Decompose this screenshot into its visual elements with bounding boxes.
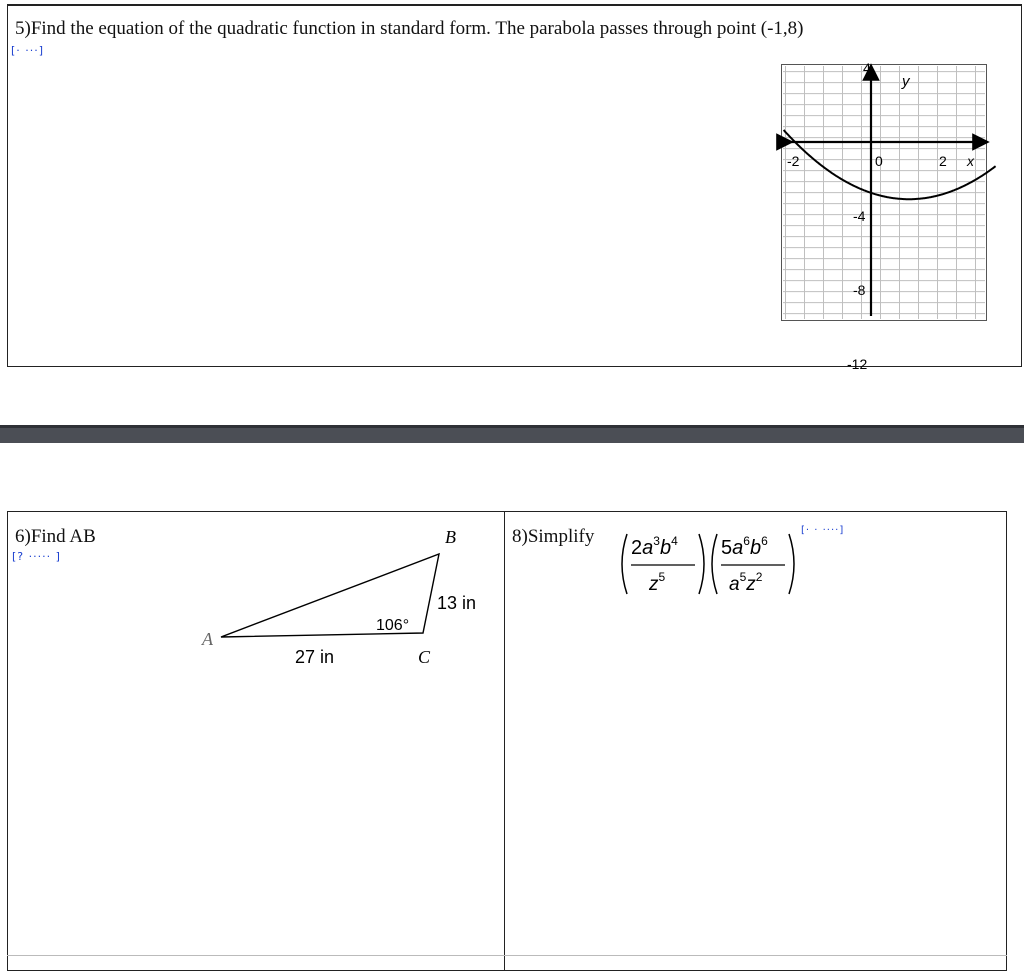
y-tick-label: -12 [847,355,868,372]
x-axis-label: x [967,153,974,169]
y-tick-label: -8 [853,281,866,298]
question-5-box [7,4,1022,372]
question-6-box [7,511,505,971]
question-8-prompt: 8)Simplify [512,526,595,547]
svg-text:z5: $z^5$ [649,570,666,595]
svg-text:2a3b4: $2a^3b^4$ [631,534,678,559]
x-tick-label: 0 [875,153,883,169]
vertex-b-label: B [445,527,456,547]
question-5-marks: [· ···] [11,44,45,57]
x-tick-label: 2 [939,153,947,169]
y-axis-label: y [902,73,910,90]
question-6-prompt: 6)Find AB [15,526,96,547]
triangle-diagram [193,527,493,677]
vertex-c-label: C [418,647,431,667]
x-tick-label: -2 [787,153,800,169]
question-5-prompt: 5)Find the equation of the quadratic function in standard form. The parabola passes through point (-1,8) [15,18,804,39]
side-ac-label: 27 in [295,647,335,667]
question-8-box [504,511,1007,971]
parabola-graph [781,60,993,372]
side-bc-label: 13 in [437,593,477,613]
separator-shade [0,425,1024,428]
y-tick-label: 4 [863,60,871,77]
question-8-marks: [· · ····] [801,525,845,536]
svg-text:5a6b6: $5a^6b^6$ [721,534,768,559]
svg-text:a5z2: $a^5z^2$ [729,570,763,595]
question-6-marks: [? ····· ] [12,550,61,563]
page-bottom-rule [7,955,1007,956]
expression-8 [615,520,805,610]
vertex-a-label: A [202,629,213,649]
angle-c-label: 106° [376,617,410,634]
y-tick-label: -4 [853,207,866,224]
